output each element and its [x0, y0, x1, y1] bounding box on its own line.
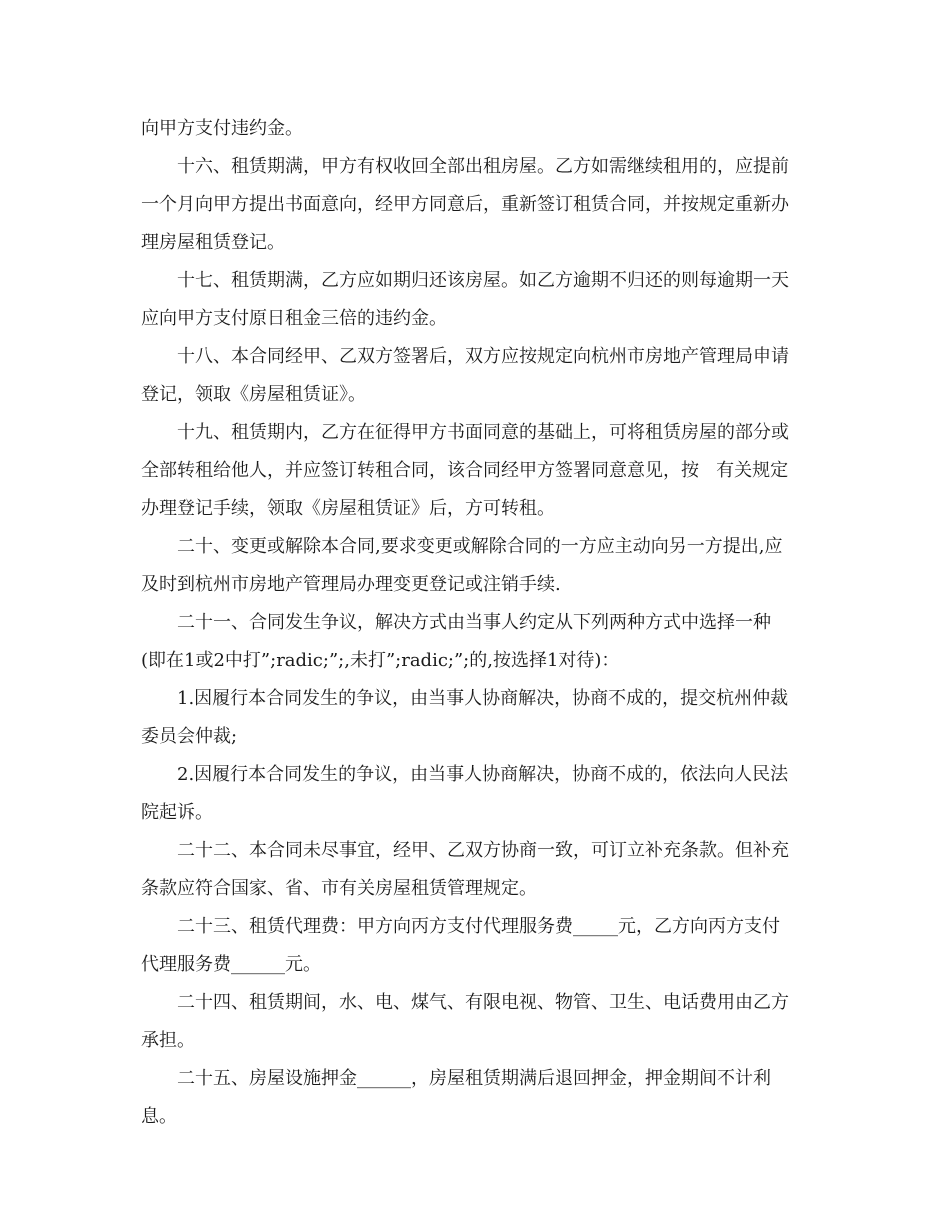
text-line: 全部转租给他人，并应签订转租合同，该合同经甲方签署同意意见，按 有关规定 [141, 460, 789, 481]
text-line: 委员会仲裁; [141, 726, 238, 747]
text-line: 承担。 [141, 1030, 195, 1051]
text-line: 条款应符合国家、省、市有关房屋租赁管理规定。 [141, 878, 537, 899]
text-line: 1.因履行本合同发生的争议，由当事人协商解决，协商不成的，提交杭州仲裁 [177, 688, 789, 709]
text-line: 十七、租赁期满，乙方应如期归还该房屋。如乙方逾期不归还的则每逾期一天 [177, 270, 789, 291]
text-line: 息。 [141, 1106, 177, 1127]
text-line: 二十五、房屋设施押金______，房屋租赁期满后退回押金，押金期间不计利 [177, 1068, 771, 1089]
text-line: 十九、租赁期内，乙方在征得甲方书面同意的基础上，可将租赁房屋的部分或 [177, 422, 789, 443]
text-line: 应向甲方支付原日租金三倍的违约金。 [141, 308, 447, 329]
text-line: 十八、本合同经甲、乙双方签署后，双方应按规定向杭州市房地产管理局申请 [177, 346, 789, 367]
text-line: 二十二、本合同未尽事宜，经甲、乙双方协商一致，可订立补充条款。但补充 [177, 840, 789, 861]
text-line: 二十一、合同发生争议，解决方式由当事人约定从下列两种方式中选择一种 [177, 612, 771, 633]
text-line: 办理登记手续，领取《房屋租赁证》后，方可转租。 [141, 498, 555, 519]
text-line: 代理服务费______元。 [141, 954, 321, 975]
text-line: 二十四、租赁期间，水、电、煤气、有限电视、物管、卫生、电话费用由乙方 [177, 992, 789, 1013]
text-line: 2.因履行本合同发生的争议，由当事人协商解决，协商不成的，依法向人民法 [177, 764, 789, 785]
text-line: 二十三、租赁代理费：甲方向丙方支付代理服务费_____元，乙方向丙方支付 [177, 916, 780, 937]
text-line: 二十、变更或解除本合同,要求变更或解除合同的一方应主动向另一方提出,应 [177, 536, 783, 557]
text-line: 及时到杭州市房地产管理局办理变更登记或注销手续. [141, 574, 561, 595]
text-line: 登记，领取《房屋租赁证》。 [141, 384, 366, 405]
text-line: 一个月向甲方提出书面意向，经甲方同意后，重新签订租赁合同，并按规定重新办 [141, 194, 789, 215]
text-line: 向甲方支付违约金。 [141, 118, 303, 139]
text-line: (即在1或2中打”;radic;”;,未打”;radic;”;的,按选择1对待)： [141, 650, 620, 671]
text-line: 院起诉。 [141, 802, 213, 823]
text-line: 十六、租赁期满，甲方有权收回全部出租房屋。乙方如需继续租用的，应提前 [177, 156, 789, 177]
text-line: 理房屋租赁登记。 [141, 232, 285, 253]
